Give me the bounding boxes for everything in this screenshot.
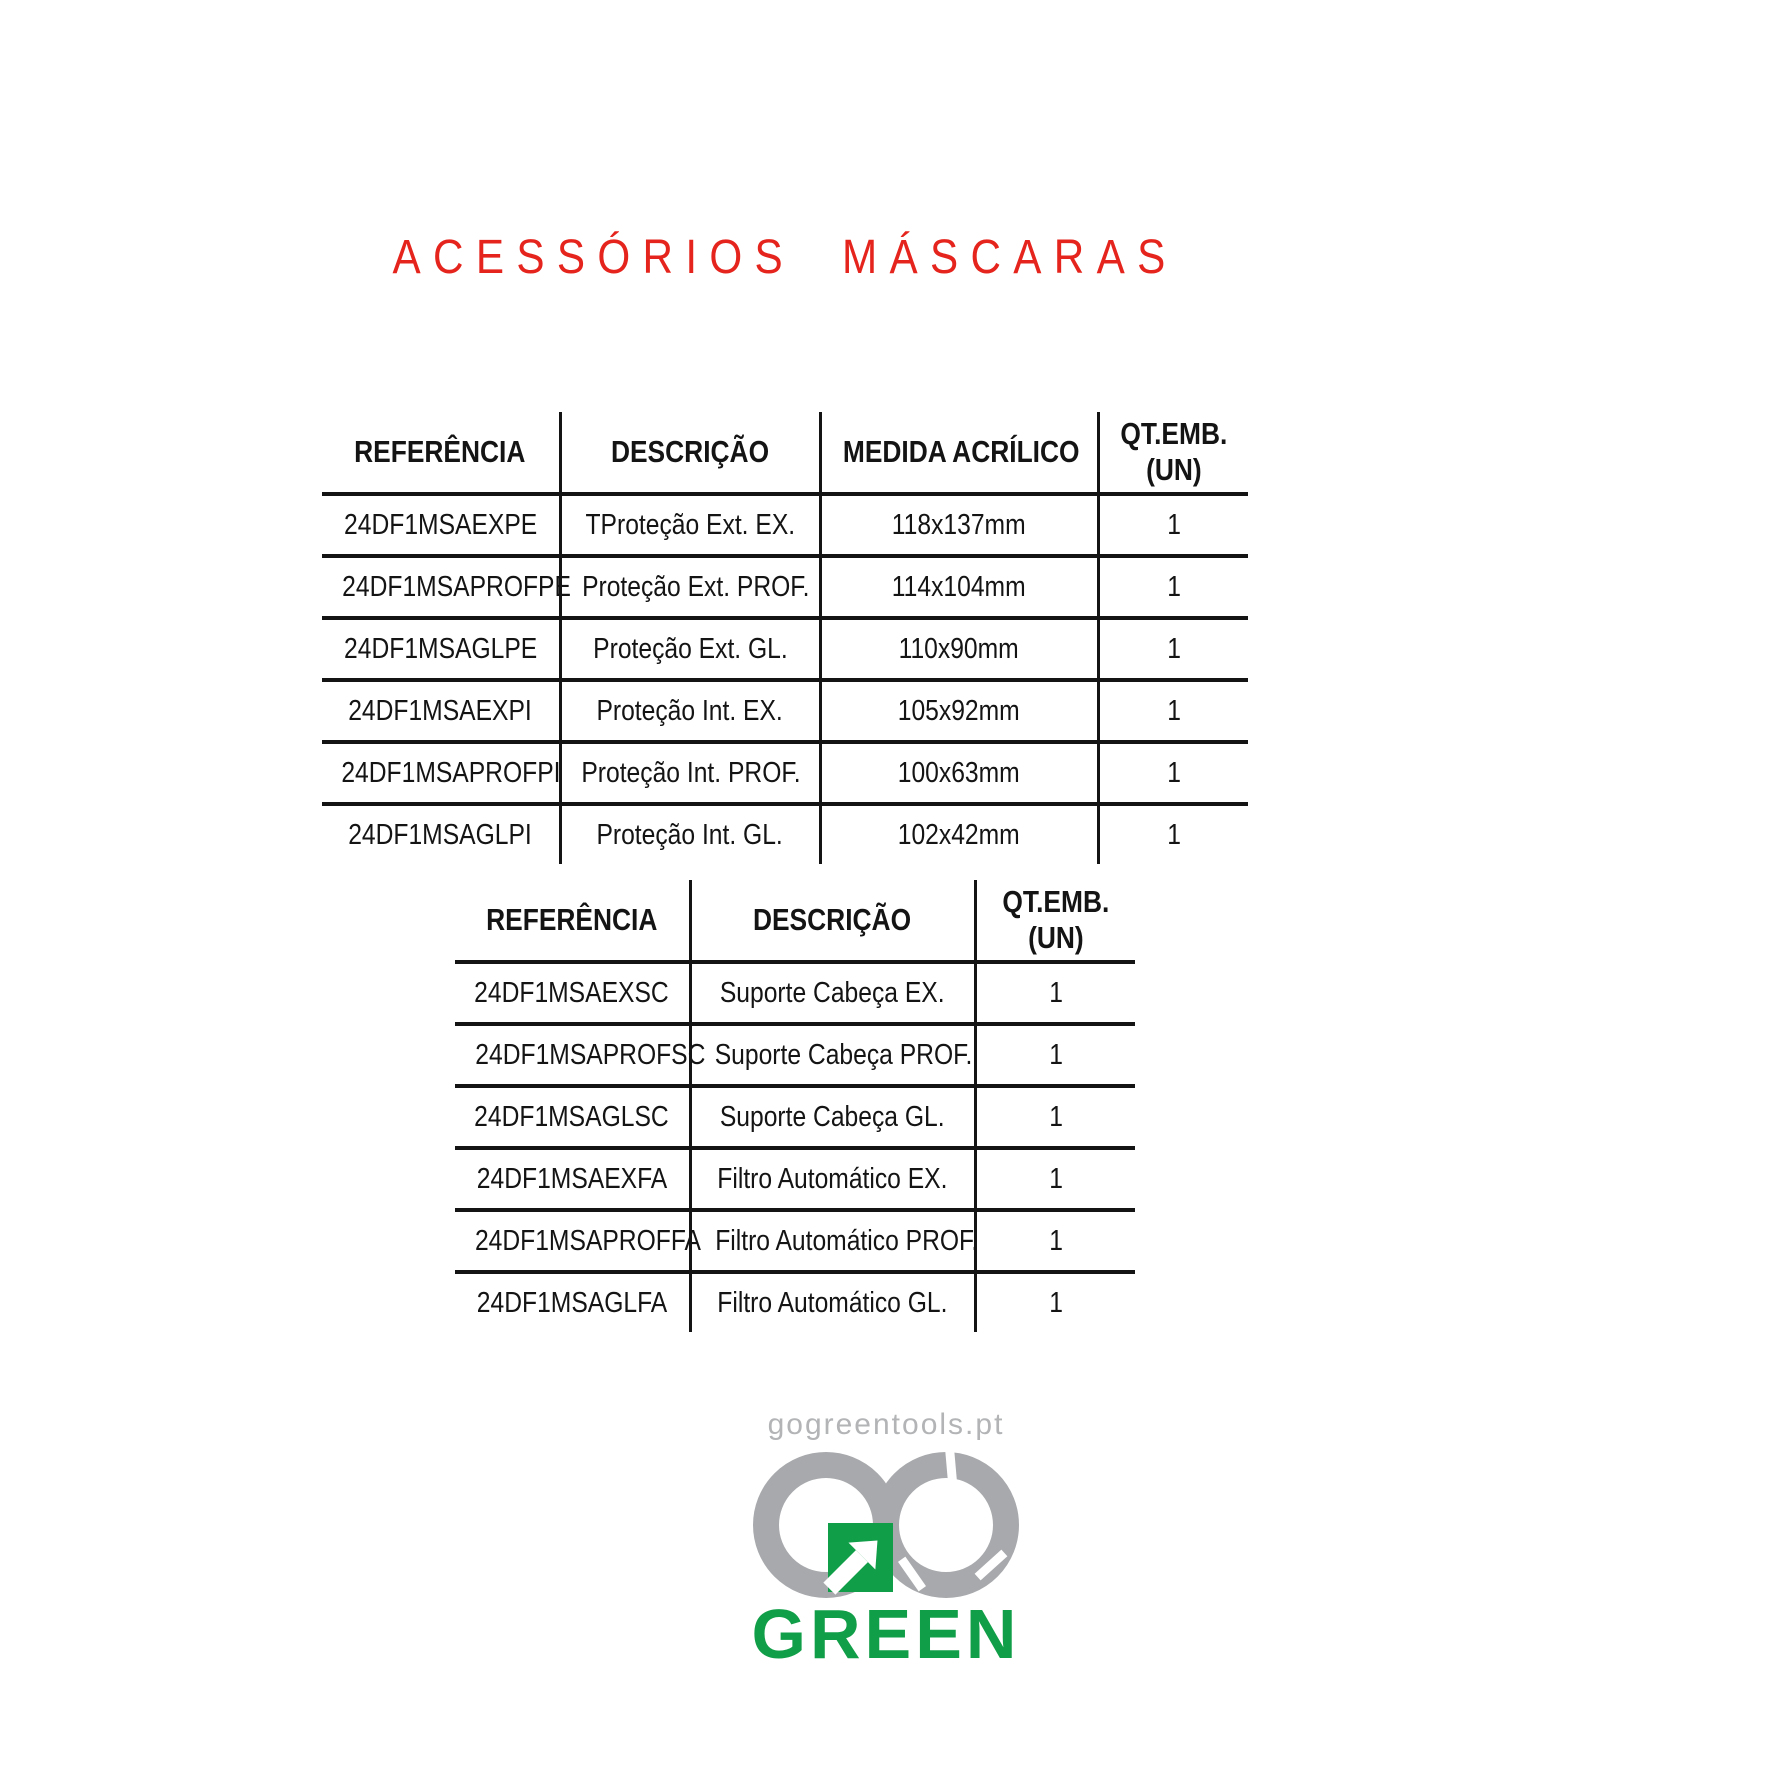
cell-referencia-text: 24DF1MSAGLPI xyxy=(348,818,533,851)
column-header-qt xyxy=(975,880,1135,962)
qt-header-line1: QT.EMB. xyxy=(1002,884,1110,919)
cell-medida xyxy=(820,742,1098,804)
cell-descricao xyxy=(690,1272,975,1332)
cell-descricao xyxy=(690,1210,978,1272)
table-row xyxy=(322,494,1248,556)
cell-descricao xyxy=(690,962,975,1024)
table-row xyxy=(322,742,1248,804)
cell-descricao-text: Filtro Automático PROF. xyxy=(714,1224,978,1257)
cell-qt-text: 1 xyxy=(1048,1038,1063,1071)
cell-qt xyxy=(975,1210,1135,1272)
cell-medida xyxy=(820,804,1098,864)
cell-medida xyxy=(820,494,1098,556)
table-row xyxy=(455,1210,1135,1272)
cell-qt-text: 1 xyxy=(1048,1224,1063,1257)
cell-descricao xyxy=(560,494,820,556)
column-header-descricao-label: DESCRIÇÃO xyxy=(753,902,912,937)
table-row xyxy=(455,962,1135,1024)
cell-qt-text: 1 xyxy=(1166,694,1181,727)
cell-referencia xyxy=(455,1024,706,1086)
cell-referencia xyxy=(455,962,690,1024)
website-text: gogreentools.pt xyxy=(767,1408,1005,1441)
page-title xyxy=(320,230,1250,285)
cell-descricao xyxy=(560,742,820,804)
cell-qt-text: 1 xyxy=(1166,756,1181,789)
supports-table xyxy=(455,880,1135,1332)
cell-descricao-text: Proteção Ext. GL. xyxy=(592,632,788,665)
cell-descricao xyxy=(560,556,820,618)
cell-referencia-text: 24DF1MSAPROFPI xyxy=(341,756,561,789)
accessories-table xyxy=(322,412,1248,864)
cell-descricao-text: Suporte Cabeça PROF. xyxy=(714,1038,972,1071)
cell-referencia xyxy=(455,1210,701,1272)
cell-qt xyxy=(975,1086,1135,1148)
column-header-referencia xyxy=(322,412,560,494)
column-header-medida xyxy=(820,412,1098,494)
cell-qt xyxy=(975,1148,1135,1210)
column-header-medida-label: MEDIDA ACRÍLICO xyxy=(842,434,1080,469)
qt-header-line2: (UN) xyxy=(1027,920,1084,955)
cell-referencia-text: 24DF1MSAGLFA xyxy=(476,1286,667,1319)
table-row xyxy=(455,1148,1135,1210)
cell-descricao-text: Filtro Automático EX. xyxy=(717,1162,948,1195)
cell-medida xyxy=(820,618,1098,680)
column-header-referencia xyxy=(455,880,690,962)
qt-header-line2: (UN) xyxy=(1145,452,1202,487)
cell-qt xyxy=(1098,618,1248,680)
cell-referencia-text: 24DF1MSAPROFPE xyxy=(342,570,571,603)
cell-descricao xyxy=(690,1148,975,1210)
column-header-referencia-label: REFERÊNCIA xyxy=(486,902,658,937)
cell-descricao xyxy=(560,680,820,742)
cell-referencia xyxy=(455,1148,690,1210)
accessories-table-grid xyxy=(322,412,1248,864)
table-header-row xyxy=(455,880,1135,962)
cell-qt-text: 1 xyxy=(1166,508,1181,541)
table-header-row xyxy=(322,412,1248,494)
cell-descricao-text: Proteção Int. GL. xyxy=(596,818,784,851)
cell-medida-text: 114x104mm xyxy=(892,570,1026,603)
page-title-text: ACESSÓRIOS MÁSCARAS xyxy=(392,231,1178,284)
cell-referencia-text: 24DF1MSAGLPE xyxy=(343,632,537,665)
cell-qt xyxy=(975,1024,1135,1086)
column-header-qt-label xyxy=(1120,416,1227,488)
table-row xyxy=(455,1272,1135,1332)
cell-referencia xyxy=(322,556,571,618)
cell-referencia-text: 24DF1MSAGLSC xyxy=(474,1100,670,1133)
cell-medida xyxy=(820,680,1098,742)
cell-descricao-text: Proteção Ext. PROF. xyxy=(581,570,809,603)
cell-medida xyxy=(820,556,1098,618)
column-header-descricao xyxy=(560,412,820,494)
cell-qt-text: 1 xyxy=(1166,570,1181,603)
cell-descricao xyxy=(690,1086,975,1148)
cell-qt xyxy=(1098,494,1248,556)
supports-table-grid xyxy=(455,880,1135,1332)
table-row xyxy=(322,804,1248,864)
cell-descricao-text: Suporte Cabeça EX. xyxy=(720,976,945,1009)
cell-referencia-text: 24DF1MSAEXPI xyxy=(348,694,533,727)
cell-descricao xyxy=(690,1024,975,1086)
cell-qt-text: 1 xyxy=(1166,632,1181,665)
cell-qt-text: 1 xyxy=(1048,1286,1063,1319)
cell-referencia xyxy=(322,680,560,742)
go-logo-icon xyxy=(753,1452,1019,1598)
cell-qt xyxy=(975,962,1135,1024)
column-header-qt xyxy=(1098,412,1248,494)
cell-referencia xyxy=(455,1272,690,1332)
cell-descricao-text: Proteção Int. PROF. xyxy=(580,756,801,789)
cell-referencia xyxy=(322,804,560,864)
cell-referencia xyxy=(322,494,560,556)
cell-descricao-text: TProteção Ext. EX. xyxy=(585,508,795,541)
cell-descricao-text: Suporte Cabeça GL. xyxy=(720,1100,945,1133)
cell-referencia-text: 24DF1MSAPROFSC xyxy=(475,1038,706,1071)
column-header-qt-label xyxy=(1002,884,1109,956)
cell-medida-text: 118x137mm xyxy=(892,508,1026,541)
cell-referencia xyxy=(322,618,560,680)
brand-name: GREEN xyxy=(751,1595,1021,1673)
cell-qt xyxy=(1098,556,1248,618)
cell-qt xyxy=(1098,804,1248,864)
cell-descricao xyxy=(560,618,820,680)
cell-referencia-text: 24DF1MSAPROFFA xyxy=(474,1224,701,1257)
cell-qt-text: 1 xyxy=(1048,1100,1063,1133)
table-row xyxy=(455,1086,1135,1148)
cell-referencia xyxy=(455,1086,690,1148)
cell-qt xyxy=(1098,742,1248,804)
table-row xyxy=(322,556,1248,618)
cell-referencia-text: 24DF1MSAEXSC xyxy=(474,976,670,1009)
column-header-descricao xyxy=(690,880,975,962)
cell-medida-text: 110x90mm xyxy=(898,632,1020,665)
cell-descricao xyxy=(560,804,820,864)
table-row xyxy=(455,1024,1135,1086)
cell-qt xyxy=(975,1272,1135,1332)
cell-medida-text: 100x63mm xyxy=(898,756,1020,789)
cell-referencia xyxy=(322,742,560,804)
column-header-referencia-label: REFERÊNCIA xyxy=(354,434,526,469)
cell-referencia-text: 24DF1MSAEXPE xyxy=(343,508,537,541)
cell-qt-text: 1 xyxy=(1048,1162,1063,1195)
cell-qt-text: 1 xyxy=(1166,818,1181,851)
table-row xyxy=(322,618,1248,680)
cell-qt xyxy=(1098,680,1248,742)
cell-qt-text: 1 xyxy=(1048,976,1063,1009)
cell-descricao-text: Proteção Int. EX. xyxy=(596,694,784,727)
cell-medida-text: 105x92mm xyxy=(898,694,1020,727)
column-header-descricao-label: DESCRIÇÃO xyxy=(610,434,770,469)
cell-referencia-text: 24DF1MSAEXFA xyxy=(476,1162,667,1195)
table-row xyxy=(322,680,1248,742)
cell-descricao-text: Filtro Automático GL. xyxy=(717,1286,948,1319)
qt-header-line1: QT.EMB. xyxy=(1120,416,1228,451)
cell-medida-text: 102x42mm xyxy=(898,818,1020,851)
